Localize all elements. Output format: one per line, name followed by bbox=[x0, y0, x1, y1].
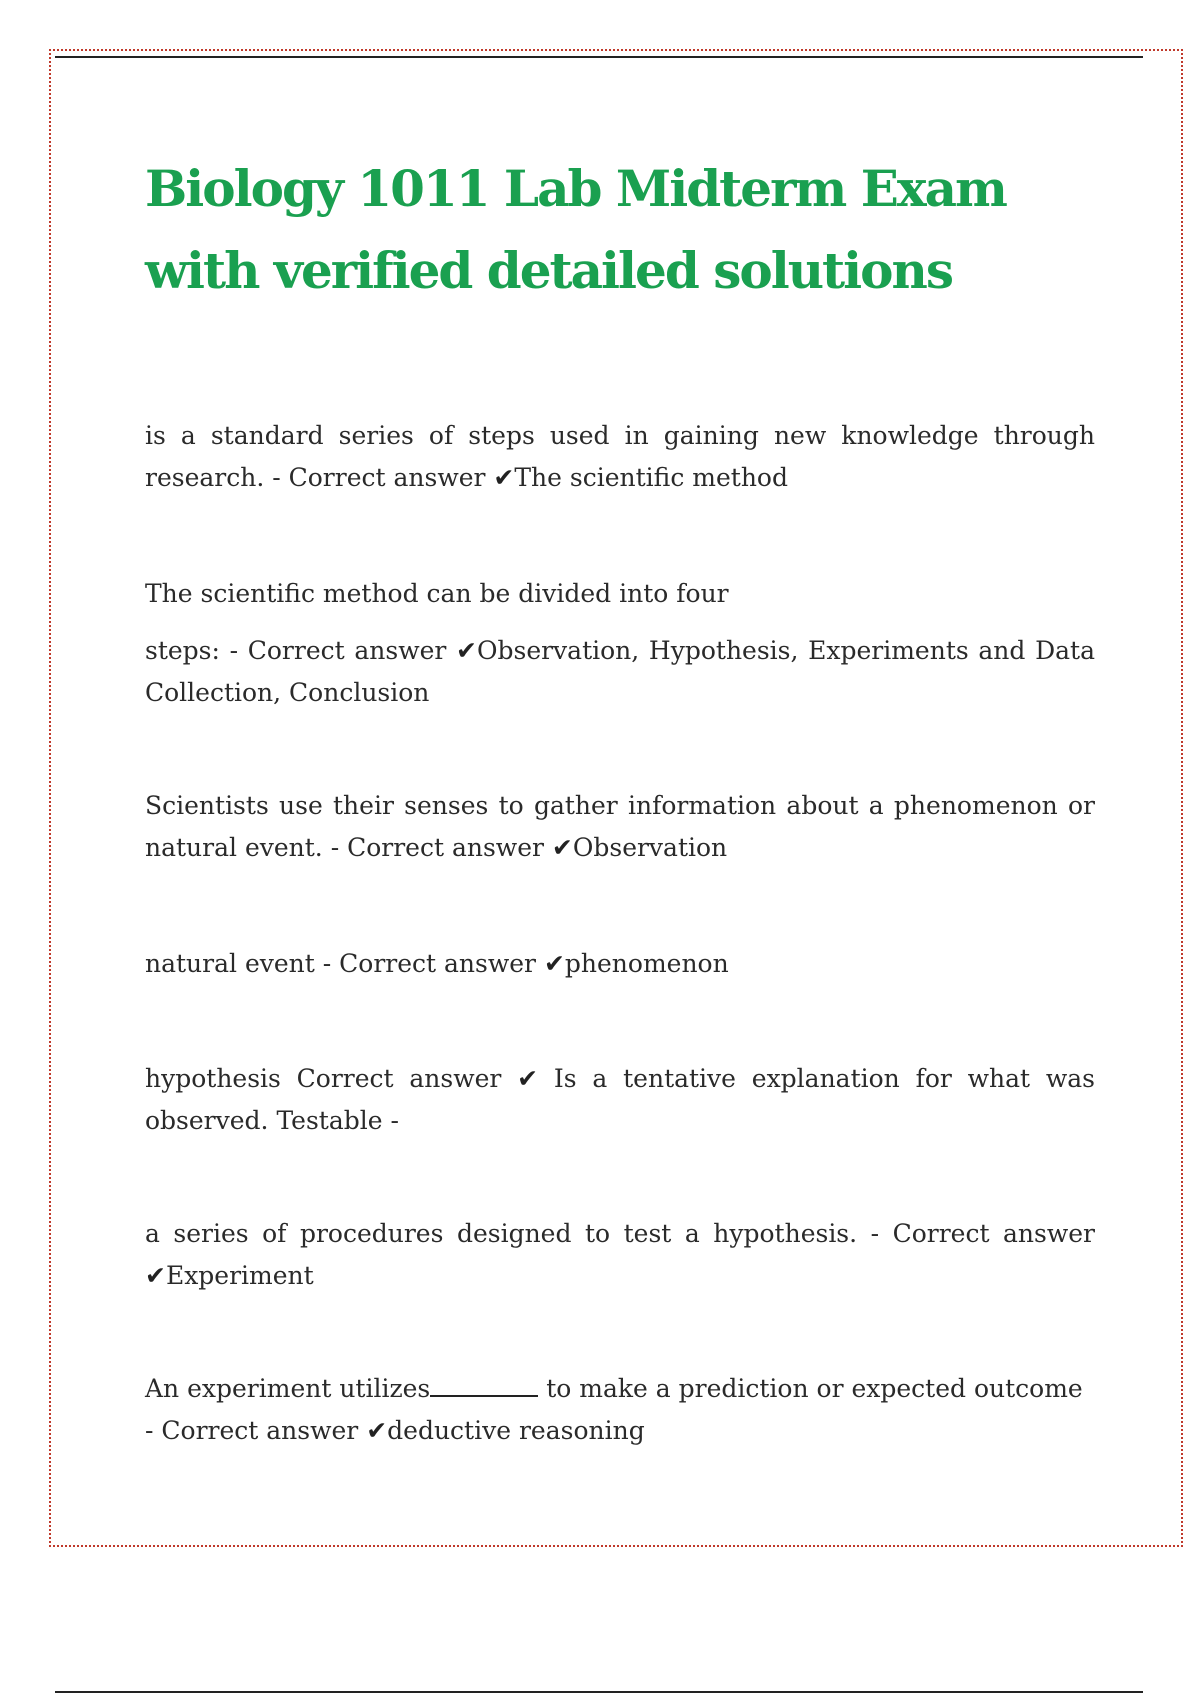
question-text: steps: - Correct answer bbox=[145, 636, 457, 665]
check-mark-icon: ✔ bbox=[145, 1261, 166, 1290]
answer-text: phenomenon bbox=[564, 949, 729, 978]
document-title: Biology 1011 Lab Midterm Exam with verified detailed solutions bbox=[145, 159, 1006, 300]
qa-item-2a bbox=[145, 573, 1095, 615]
answer-text: Is a tentative explanation for what was observed. Testable - bbox=[145, 1064, 1095, 1135]
answer-text: Experiment bbox=[165, 1261, 314, 1290]
answer-text: The scientific method bbox=[514, 463, 788, 492]
check-mark-icon: ✔ bbox=[366, 1416, 388, 1445]
question-text: An experiment utilizes bbox=[145, 1374, 431, 1403]
question-text: a series of procedures designed to test a hypothesis. - Correct answer bbox=[145, 1219, 1095, 1248]
answer-text: Observation bbox=[572, 833, 728, 862]
question-text: natural event - Correct answer bbox=[145, 949, 544, 978]
answer-text: deductive reasoning bbox=[387, 1416, 645, 1445]
fill-in-blank bbox=[430, 1377, 538, 1397]
check-mark-icon: ✔ bbox=[543, 949, 565, 978]
qa-item-2b bbox=[145, 630, 1095, 714]
question-text: The scientific method can be divided into four bbox=[145, 579, 729, 608]
answer-text: Observation, Hypothesis, Experiments and Data Collection, Conclusion bbox=[145, 636, 1095, 707]
question-text: is a standard series of steps used in gaining new knowledge through research. - Correct answer bbox=[145, 421, 1095, 492]
qa-item-1 bbox=[145, 415, 1095, 499]
bottom-rule bbox=[55, 1691, 1143, 1693]
qa-item-4 bbox=[145, 943, 1095, 985]
qa-item-6 bbox=[145, 1213, 1095, 1297]
question-text: hypothesis Correct answer bbox=[145, 1064, 518, 1093]
check-mark-icon: ✔ bbox=[551, 833, 573, 862]
qa-item-3 bbox=[145, 785, 1095, 869]
top-rule bbox=[55, 56, 1143, 58]
check-mark-icon: ✔ bbox=[493, 463, 515, 492]
check-mark-icon: ✔ bbox=[456, 636, 477, 665]
qa-item-5 bbox=[145, 1058, 1095, 1142]
question-text: to make a prediction or expected outcome - Correct answer bbox=[145, 1374, 1083, 1445]
check-mark-icon: ✔ bbox=[517, 1064, 539, 1093]
qa-item-7 bbox=[145, 1368, 1095, 1452]
question-text: Scientists use their senses to gather information about a phenomenon or natural event. - Correct answer bbox=[145, 791, 1095, 862]
